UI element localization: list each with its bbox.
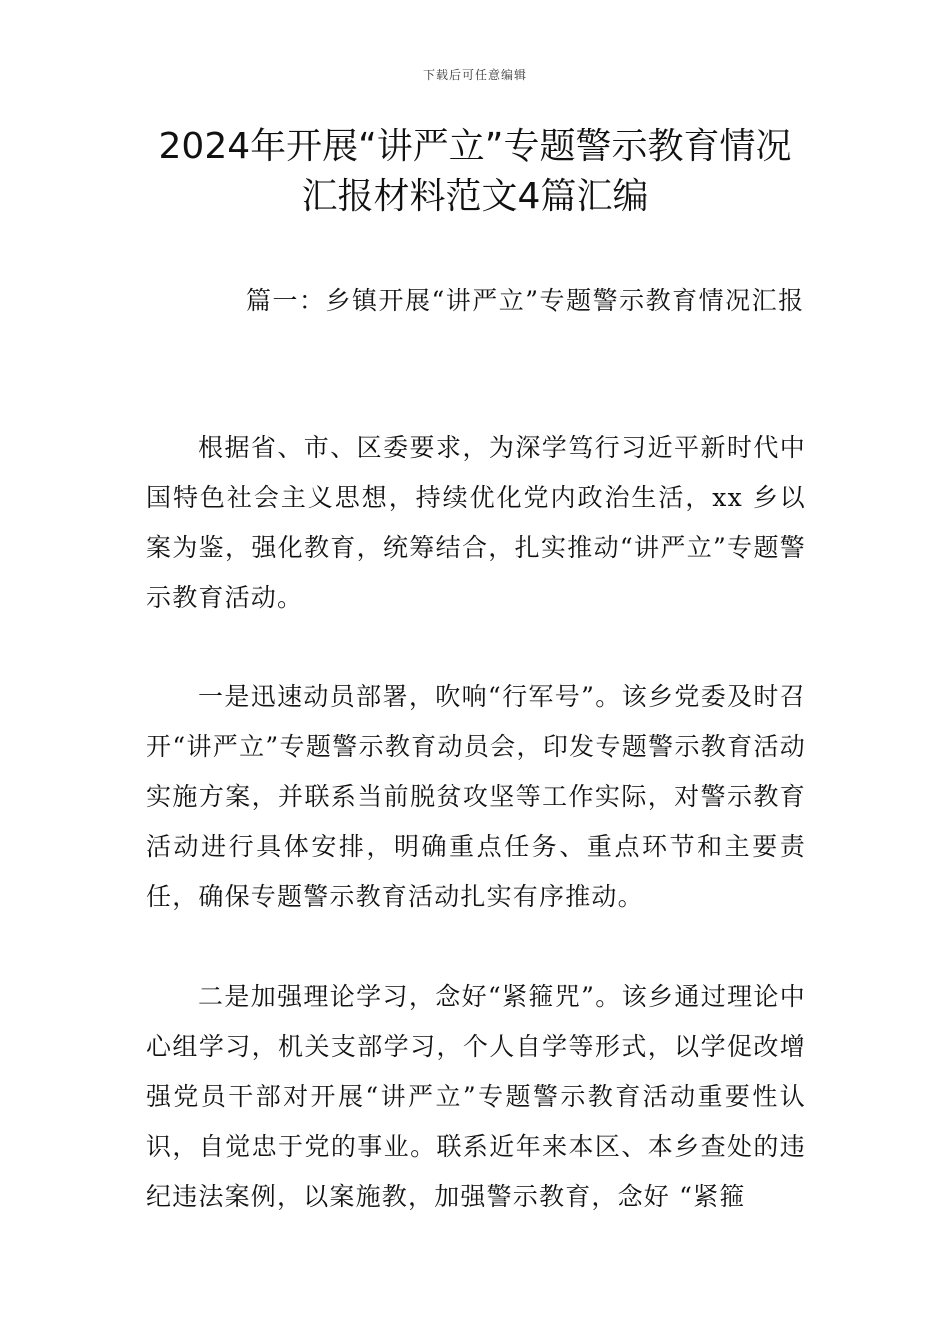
title-line-2: 汇报材料范文4篇汇编	[301, 176, 649, 217]
paragraph: 一是迅速动员部署，吹响“行军号”。该乡党委及时召开“讲严立”专题警示教育动员会，印发专题警示教育活动实施方案，并联系当前脱贫攻坚等工作实际，对警示教育活动进行具体安排，明确重点任务、重点环节和主要责任，确保专题警示教育活动扎实有序推动。	[146, 682, 806, 911]
paragraph: 根据省、市、区委要求，为深学笃行习近平新时代中国特色社会主义思想，持续优化党内政治生活，xx 乡以案为鉴，强化教育，统筹结合，扎实推动“讲严立”专题警示教育活动。	[146, 433, 806, 612]
title-line-1: 2024年开展“讲严立”专题警示教育情况	[158, 126, 792, 167]
header-note: 下载后可任意编辑	[422, 68, 527, 82]
document-title	[120, 122, 830, 222]
paragraph: 二是加强理论学习，念好“紧箍咒”。该乡通过理论中心组学习，机关支部学习，个人自学等形式，以学促改增强党员干部对开展“讲严立”专题警示教育活动重要性认识，自觉忠于党的事业。联系近年来本区、本乡查处的违纪违法案例，以案施教，加强警示教育，念好 “紧箍	[146, 982, 806, 1211]
section-heading: 篇一：乡镇开展“讲严立”专题警示教育情况汇报	[246, 286, 805, 315]
